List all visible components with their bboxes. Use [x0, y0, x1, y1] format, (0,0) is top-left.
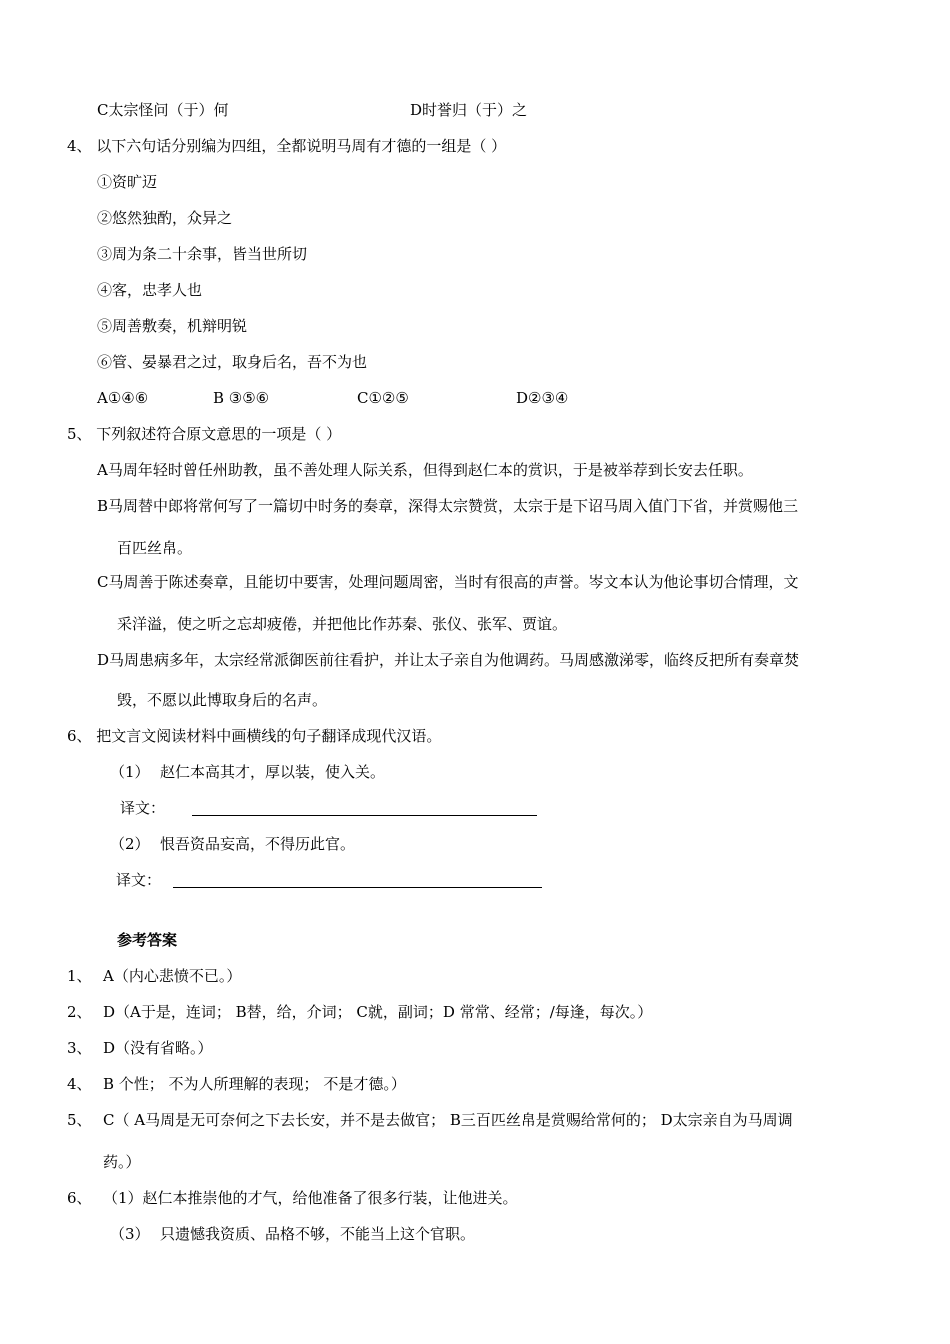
q5-option-c-cont: 采洋溢，使之听之忘却疲倦，并把他比作苏秦、张仪、张军、贾谊。	[117, 615, 568, 633]
q5-option-d: D马周患病多年，太宗经常派御医前往看护，并让太子亲自为他调药。马周感激涕零，临终反把所有奏章焚	[97, 651, 800, 669]
answer-text: D（没有省略。）	[103, 1039, 213, 1057]
q4-option-c: C①②⑤	[357, 389, 409, 407]
q5-option-d-cont: 毁，不愿以此博取身后的名声。	[117, 691, 328, 709]
q4-item: ④客，忠孝人也	[97, 281, 203, 299]
answer-number: 1、	[67, 967, 92, 985]
answer-number: 3、	[67, 1039, 92, 1057]
answers-heading: 参考答案	[117, 931, 178, 949]
q4-option-d: D②③④	[516, 389, 569, 407]
translation-1-answer-line[interactable]	[192, 815, 537, 816]
q6-sentence-1-number: （1）	[110, 763, 150, 781]
q4-option-b: B ③⑤⑥	[213, 389, 270, 407]
q4-item: ①资旷迈	[97, 173, 158, 191]
answer-subnumber: （3）	[110, 1225, 150, 1243]
q4-item: ⑥管、晏暴君之过，取身后名，吾不为也	[97, 353, 368, 371]
answer-text: C（ A马周是无可奈何之下去长安，并不是去做官； B三百匹丝帛是赏赐给常何的； D太宗亲自为马周调	[103, 1111, 793, 1129]
q5-option-a: A马周年轻时曾任州助教，虽不善处理人际关系，但得到赵仁本的赏识，于是被举荐到长安去任职。	[97, 461, 753, 479]
q4-stem: 4、 以下六句话分别编为四组，全都说明马周有才德的一组是（ ）	[67, 137, 507, 155]
q3-option-d: D时誉归（于）之	[410, 101, 528, 119]
q5-option-b: B马周替中郎将常何写了一篇切中时务的奏章，深得太宗赞赏，太宗于是下诏马周入值门下省，并赏赐他三	[97, 497, 799, 515]
answer-text: A（内心悲愤不已。）	[103, 967, 242, 985]
answer-number: 2、	[67, 1003, 92, 1021]
answer-text-cont: 药。）	[103, 1153, 141, 1171]
translation-2-answer-line[interactable]	[173, 887, 542, 888]
answer-number: 4、	[67, 1075, 92, 1093]
answer-text: 只遗憾我资质、品格不够，不能当上这个官职。	[160, 1225, 476, 1243]
answer-text: B 个性； 不为人所理解的表现； 不是才德。）	[103, 1075, 406, 1093]
translation-2-label: 译文：	[116, 871, 162, 889]
q4-item: ②悠然独酌，众异之	[97, 209, 233, 227]
answer-number: 6、	[67, 1189, 92, 1207]
q5-stem: 5、 下列叙述符合原文意思的一项是（ ）	[67, 425, 342, 443]
answer-text: （1）赵仁本推崇他的才气，给他准备了很多行装，让他进关。	[103, 1189, 518, 1207]
q5-option-c: C马周善于陈述奏章，且能切中要害，处理问题周密，当时有很高的声誉。岑文本认为他论事切合情理，文	[97, 573, 799, 591]
answer-number: 5、	[67, 1111, 92, 1129]
q6-stem: 6、 把文言文阅读材料中画横线的句子翻译成现代汉语。	[67, 727, 442, 745]
q4-item: ③周为条二十余事，皆当世所切	[97, 245, 308, 263]
q4-item: ⑤周善敷奏，机辩明锐	[97, 317, 248, 335]
q4-option-a: A①④⑥	[97, 389, 149, 407]
q6-sentence-1: 赵仁本高其才，厚以装，使入关。	[160, 763, 386, 781]
answer-text: D（A于是，连词； B替，给，介词； C就，副词；D 常常、经常；/每逢，每次。）	[103, 1003, 653, 1021]
q6-sentence-2: 恨吾资品妄高，不得历此官。	[160, 835, 356, 853]
q6-sentence-2-number: （2）	[110, 835, 150, 853]
q3-option-c: C太宗怪问（于）何	[97, 101, 229, 119]
q5-option-b-cont: 百匹丝帛。	[117, 539, 193, 557]
translation-1-label: 译文：	[120, 799, 166, 817]
